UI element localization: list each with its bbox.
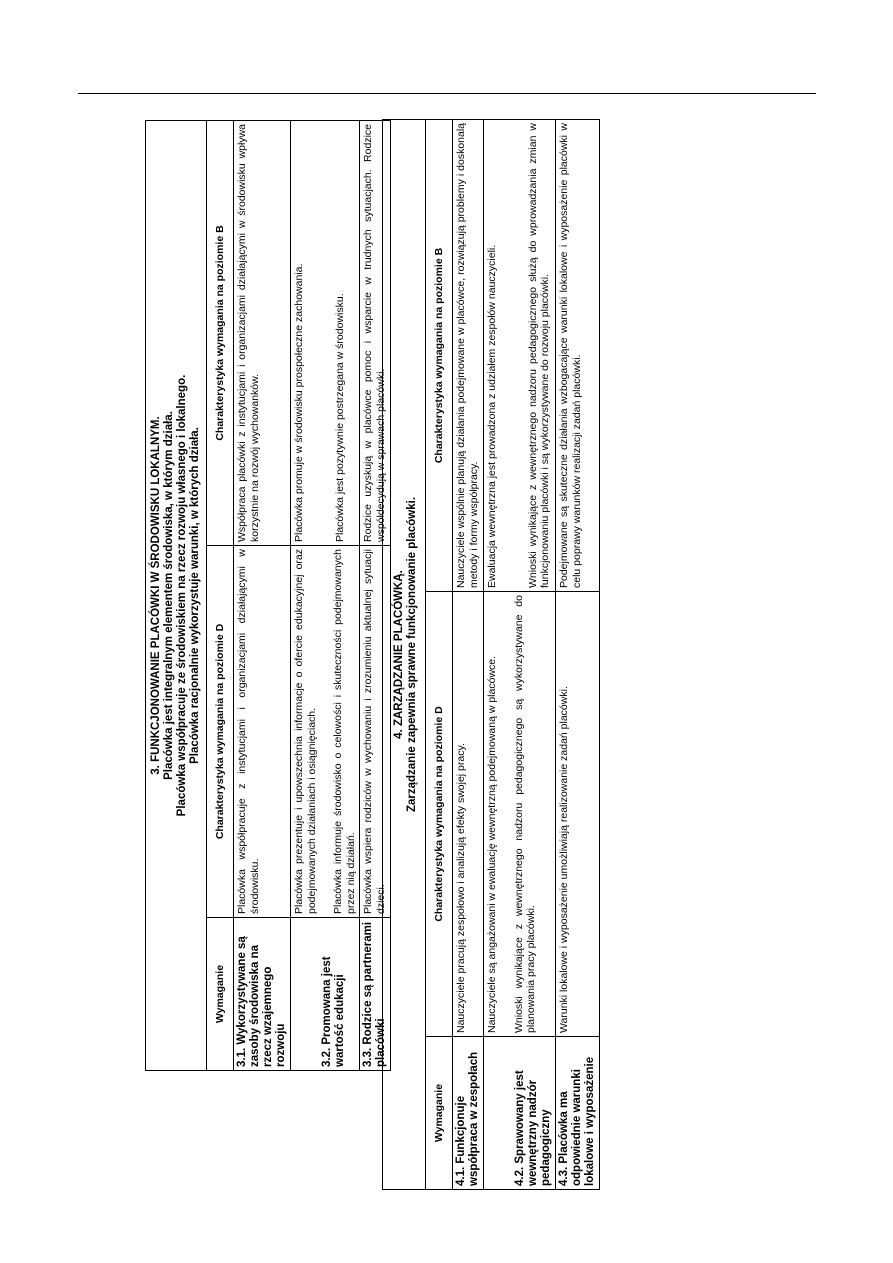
section4-title: 4. ZARZĄDZANIE PLACÓWKĄ. — [393, 570, 405, 739]
level-b-text: Rodzice uzyskują w placówce pomoc i wsparcie w trudnych sytuacjach. Rodzice współdecydują w sprawach placówki. — [362, 124, 387, 542]
level-d-text: Placówka informuje środowisko o celowości i skuteczności podejmowanych przez nią działań. — [332, 549, 357, 914]
level-b-cell — [484, 119, 556, 591]
level-b-text: Placówka promuje w środowisku prospołeczne zachowania. — [293, 263, 305, 542]
level-d-text: Placówka wspiera rodziców w wychowaniu i zrozumieniu aktualnej sytuacji dzieci. — [362, 549, 387, 914]
requirement-text: 3.2. Promowana jest wartość edukacji — [321, 956, 346, 1067]
section4-table-block — [382, 120, 600, 1190]
requirement-cell: 3.3. Rodzice są partnerami placówki — [360, 918, 391, 1071]
level-d-text: Placówka prezentuje i upowszechnia informacje o ofercie edukacyjnej oraz podejmowanych działaniach i osiągnięciach. — [293, 549, 318, 914]
section4-table — [382, 119, 600, 1190]
column-header-level-b: Charakterystyka wymagania na poziomie B — [426, 119, 453, 591]
requirement-cell — [484, 1037, 556, 1190]
level-d-cell — [484, 592, 556, 1037]
level-b-cell — [453, 119, 484, 591]
requirement-cell: 4.1. Funkcjonuje współpraca w zespołach — [453, 1037, 484, 1190]
requirement-cell: 3.1. Wykorzystywane są zasoby środowiska na rzecz wzajemnego rozwoju — [234, 918, 291, 1071]
level-d-text: Nauczyciele pracują zespołowo i analizują efekty swojej pracy. — [455, 743, 467, 1033]
column-header-requirement: Wymaganie — [426, 1037, 453, 1190]
level-b-text: Wnioski wynikające z wewnętrznego nadzoru pedagogicznego służą do wprowadzania zmian w funkcjonowaniu placówki i są wykorzystywane do rozwoju placówki. — [526, 122, 551, 588]
level-b-cell — [234, 121, 291, 546]
section4-title-cell — [383, 119, 426, 1189]
level-d-cell — [291, 546, 360, 918]
section4-subtitle: Zarządzanie zapewnia sprawne funkcjonowanie placówki. — [406, 496, 418, 813]
table-row — [556, 119, 600, 1189]
level-b-text: Placówka jest pozytywnie postrzegana w środowisku. — [333, 293, 346, 542]
level-b-text: Ewaluacja wewnętrzna jest prowadzona z udziałem zespołów nauczycieli. — [486, 244, 498, 588]
header-rule — [78, 93, 816, 94]
level-b-cell — [556, 119, 600, 591]
level-d-text: Warunki lokalowe i wyposażenie umożliwiają realizowanie zadań placówki. — [558, 686, 570, 1033]
level-b-text: Nauczyciele wspólnie planują działania podejmowane w placówce, rozwiązują problemy i doskonalą metody i formy współpracy. — [455, 122, 480, 588]
column-header-level-b: Charakterystyka wymagania na poziomie B — [207, 121, 234, 546]
requirement-cell — [291, 918, 360, 1071]
section3-subtitle: Placówka współpracuje ze środowiskiem na rzecz rozwoju własnego i lokalnego. — [176, 374, 188, 817]
column-header-level-d: Charakterystyka wymagania na poziomie D — [207, 546, 234, 918]
section3-title-cell — [146, 121, 207, 1071]
level-d-cell — [556, 592, 600, 1037]
level-d-text: Nauczyciele są angażowani w ewaluację wewnętrzną podejmowaną w placówce. — [486, 655, 498, 1033]
level-b-text: Współpraca placówki z instytucjami i organizacjami działającymi w środowisku wpływa korzystnie na rozwój wychowanków. — [236, 124, 261, 542]
level-b-text: Podejmowane są skuteczne działania wzbogacające warunki lokalowe i wyposażenie placówki w celu poprawy warunków realizacji zadań placówki. — [558, 122, 583, 588]
level-d-cell — [234, 546, 291, 918]
section3-subtitle: Placówka racjonalnie wykorzystuje warunki, w których działa. — [189, 427, 201, 764]
table-row — [453, 119, 484, 1189]
table-row — [234, 121, 291, 1071]
column-header-level-d: Charakterystyka wymagania na poziomie D — [426, 592, 453, 1037]
level-d-text: Placówka współpracuje z instytucjami i organizacjami działającymi w środowisku. — [236, 549, 261, 914]
section3-table — [145, 120, 391, 1071]
level-b-cell — [291, 121, 360, 546]
table-row — [484, 119, 556, 1189]
level-d-cell — [453, 592, 484, 1037]
section3-table-block — [145, 121, 391, 1071]
section3-subtitle: Placówka jest integralnym elementem środowiska, w którym działa. — [163, 411, 175, 780]
section3-title: 3. FUNKCJONOWANIE PLACÓWKI W ŚRODOWISKU LOKALNYM. — [150, 416, 162, 775]
column-header-requirement: Wymaganie — [207, 918, 234, 1071]
level-d-text: Wnioski wynikające z wewnętrznego nadzoru pedagogicznego są wykorzystywane do planowania pracy placówki. — [512, 595, 537, 1033]
requirement-text: 4.2. Sprawowany jest wewnętrzny nadzór pedagogiczny — [514, 1070, 552, 1186]
requirement-cell: 4.3. Placówka ma odpowiednie warunki lokalowe i wyposażenie — [556, 1037, 600, 1190]
table-row — [291, 121, 360, 1071]
